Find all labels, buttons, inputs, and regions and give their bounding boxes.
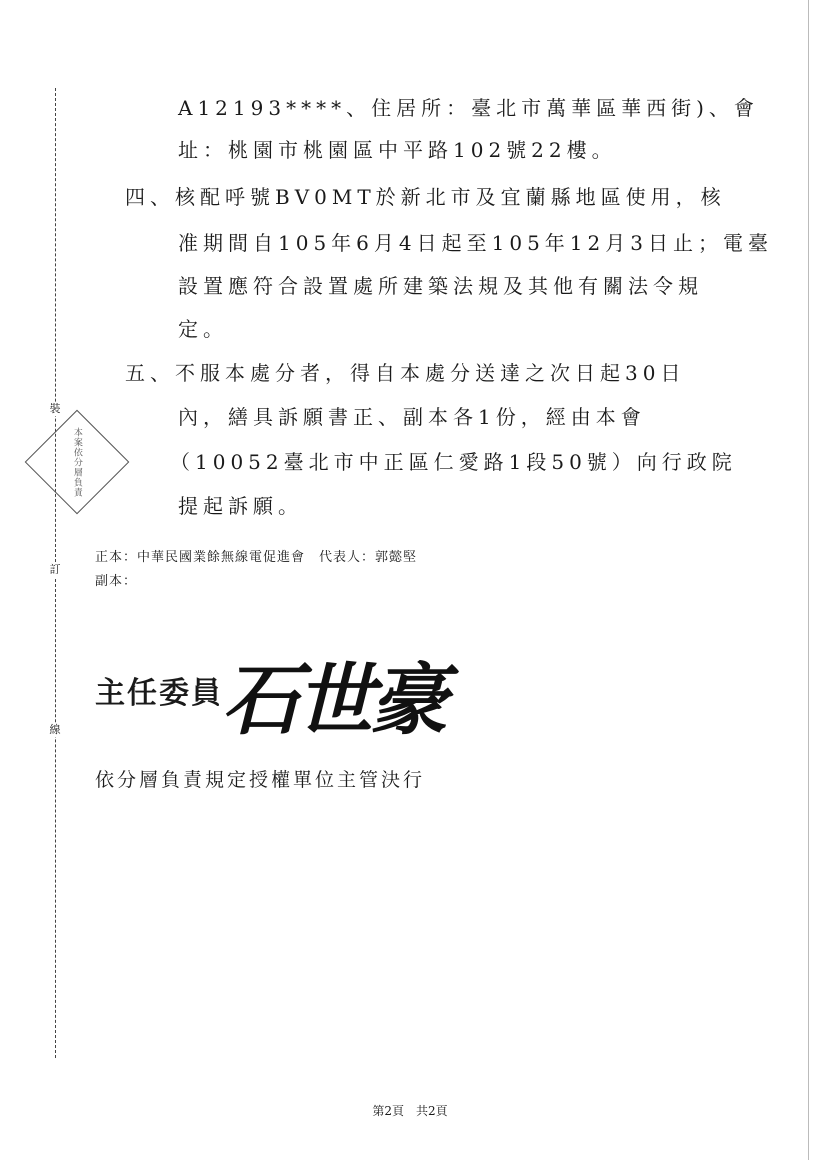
item-five-line-4: 提起訴願。 — [178, 494, 303, 518]
delegation-note: 依分層負責規定授權單位主管決行 — [95, 769, 426, 791]
page-number: 第2頁 共2頁 — [372, 1104, 448, 1118]
handwritten-signature: 石世豪 — [222, 655, 445, 746]
original-recipient: 正本：中華民國業餘無線電促進會 代表人：郭懿堅 — [95, 550, 418, 565]
item-five-line-2: 內，繕具訴願書正、副本各1份，經由本會 — [178, 405, 646, 429]
binding-mark-bottom: 線 — [47, 723, 63, 737]
item-five-line-3: （10052臺北市中正區仁愛路1段50號）向行政院 — [170, 450, 737, 474]
approval-stamp — [25, 410, 130, 515]
item-four-line-4: 定。 — [178, 317, 228, 341]
item-four-line-3: 設置應符合設置處所建築法規及其他有關法令規 — [178, 274, 703, 298]
item-five-line-1: 五、不服本處分者，得自本處分送達之次日起30日 — [125, 361, 686, 385]
item-four-line-1: 四、核配呼號BV0MT於新北市及宜蘭縣地區使用，核 — [125, 185, 726, 209]
binding-mark-top: 裝 — [47, 402, 63, 416]
copy-recipient: 副本： — [95, 574, 138, 589]
supervisor-title: 主任委員 — [95, 676, 223, 711]
stamp-text: 本案依分層負責 — [71, 427, 82, 497]
text-line-2: 址：桃園市桃園區中平路102號22樓。 — [178, 138, 617, 162]
binding-mark-middle: 訂 — [47, 563, 63, 577]
text-line-1: A12193****、住居所：臺北市萬華區華西街)、會 — [178, 96, 759, 120]
item-four-line-2: 准期間自105年6月4日起至105年12月3日止；電臺 — [178, 231, 773, 255]
page-edge — [808, 0, 809, 1160]
